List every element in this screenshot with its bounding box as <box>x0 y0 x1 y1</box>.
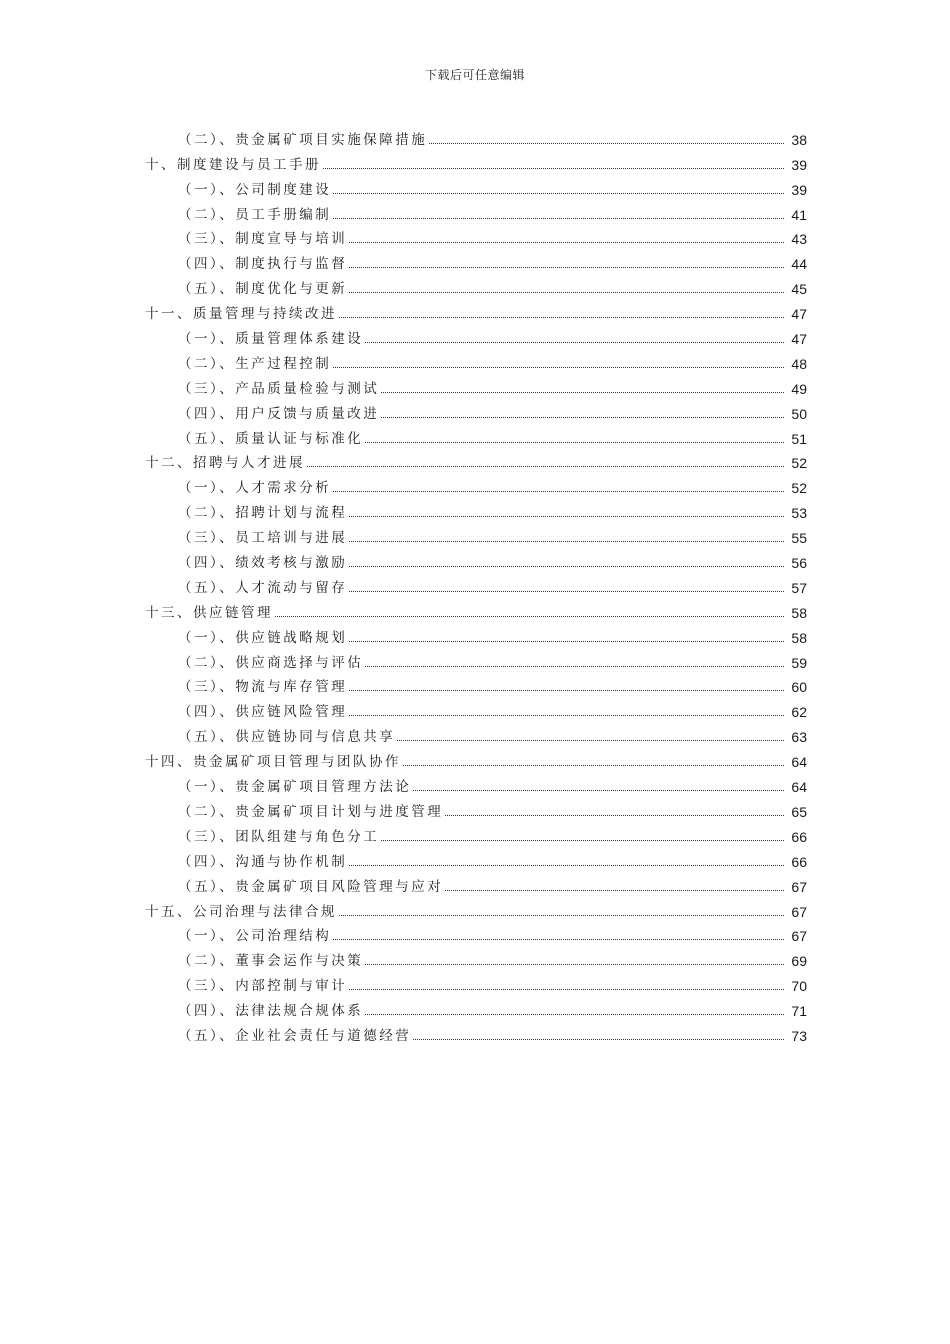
toc-page-number: 60 <box>791 679 807 696</box>
toc-entry-label: （三）、团队组建与角色分工 <box>178 828 380 845</box>
toc-entry-label: （三）、产品质量检验与测试 <box>178 380 380 397</box>
toc-entry-label: （二）、董事会运作与决策 <box>178 953 364 970</box>
toc-entry-label: （二）、贵金属矿项目计划与进度管理 <box>178 803 444 820</box>
toc-entry-label: （二）、供应商选择与评估 <box>178 654 364 671</box>
toc-entry-label: （三）、制度宣导与培训 <box>178 231 348 248</box>
toc-page-number: 65 <box>791 803 807 820</box>
toc-chapter-entry[interactable] <box>0 150 950 175</box>
toc-chapter-entry[interactable] <box>0 747 950 772</box>
toc-dot-leader <box>365 442 784 443</box>
toc-dot-leader <box>349 591 784 592</box>
toc-page-number: 44 <box>791 256 807 273</box>
toc-entry-label: （一）、人才需求分析 <box>178 480 332 497</box>
toc-dot-leader <box>349 292 784 293</box>
toc-entry-label: （一）、贵金属矿项目管理方法论 <box>178 779 412 796</box>
toc-section-entry[interactable] <box>0 175 950 200</box>
toc-entry-label: （二）、员工手册编制 <box>178 206 332 223</box>
toc-page-number: 64 <box>791 754 807 771</box>
toc-dot-leader <box>333 193 784 194</box>
toc-entry-label: （四）、绩效考核与激励 <box>178 555 348 572</box>
toc-entry-label: （一）、质量管理体系建设 <box>178 331 364 348</box>
toc-dot-leader <box>333 939 784 940</box>
toc-section-entry[interactable] <box>0 946 950 971</box>
toc-page-number: 66 <box>791 828 807 845</box>
toc-section-entry[interactable] <box>0 847 950 872</box>
toc-section-entry[interactable] <box>0 349 950 374</box>
toc-page-number: 63 <box>791 729 807 746</box>
toc-page-number: 67 <box>791 928 807 945</box>
toc-section-entry[interactable] <box>0 996 950 1021</box>
toc-section-entry[interactable] <box>0 125 950 150</box>
toc-dot-leader <box>365 666 784 667</box>
toc-page-number: 55 <box>791 530 807 547</box>
toc-dot-leader <box>397 740 784 741</box>
toc-chapter-entry[interactable] <box>0 598 950 623</box>
toc-dot-leader <box>365 964 784 965</box>
toc-dot-leader <box>307 466 784 467</box>
toc-dot-leader <box>333 367 784 368</box>
toc-page-number: 57 <box>791 579 807 596</box>
toc-entry-label: （五）、质量认证与标准化 <box>178 430 364 447</box>
toc-entry-label: 十一、质量管理与持续改进 <box>145 306 337 323</box>
toc-dot-leader <box>349 516 784 517</box>
toc-page-number: 59 <box>791 654 807 671</box>
toc-dot-leader <box>365 1014 784 1015</box>
toc-dot-leader <box>349 715 784 716</box>
toc-section-entry[interactable] <box>0 374 950 399</box>
toc-section-entry[interactable] <box>0 573 950 598</box>
toc-section-entry[interactable] <box>0 872 950 897</box>
toc-dot-leader <box>349 690 784 691</box>
toc-section-entry[interactable] <box>0 225 950 250</box>
toc-page-number: 49 <box>791 380 807 397</box>
toc-section-entry[interactable] <box>0 424 950 449</box>
toc-entry-label: 十四、贵金属矿项目管理与团队协作 <box>145 754 401 771</box>
toc-dot-leader <box>349 641 784 642</box>
toc-section-entry[interactable] <box>0 797 950 822</box>
toc-entry-label: （五）、供应链协同与信息共享 <box>178 729 396 746</box>
toc-dot-leader <box>349 566 784 567</box>
toc-page-number: 51 <box>791 430 807 447</box>
table-of-contents <box>0 125 950 1046</box>
toc-entry-label: （四）、沟通与协作机制 <box>178 853 348 870</box>
toc-dot-leader <box>413 790 784 791</box>
toc-dot-leader <box>365 342 784 343</box>
toc-entry-label: （五）、人才流动与留存 <box>178 579 348 596</box>
toc-section-entry[interactable] <box>0 772 950 797</box>
toc-dot-leader <box>381 417 784 418</box>
toc-page-number: 67 <box>791 903 807 920</box>
toc-entry-label: （四）、供应链风险管理 <box>178 704 348 721</box>
toc-section-entry[interactable] <box>0 922 950 947</box>
toc-chapter-entry[interactable] <box>0 897 950 922</box>
toc-page-number: 52 <box>791 455 807 472</box>
toc-dot-leader <box>349 865 784 866</box>
toc-dot-leader <box>445 890 784 891</box>
toc-chapter-entry[interactable] <box>0 449 950 474</box>
toc-entry-label: （三）、物流与库存管理 <box>178 679 348 696</box>
toc-page-number: 66 <box>791 853 807 870</box>
toc-entry-label: （三）、内部控制与审计 <box>178 978 348 995</box>
toc-section-entry[interactable] <box>0 523 950 548</box>
toc-section-entry[interactable] <box>0 399 950 424</box>
toc-section-entry[interactable] <box>0 274 950 299</box>
toc-dot-leader <box>333 491 784 492</box>
toc-entry-label: （四）、用户反馈与质量改进 <box>178 405 380 422</box>
toc-dot-leader <box>403 765 784 766</box>
toc-page-number: 39 <box>791 156 807 173</box>
toc-page-number: 58 <box>791 629 807 646</box>
toc-section-entry[interactable] <box>0 324 950 349</box>
toc-entry-label: （二）、贵金属矿项目实施保障措施 <box>178 131 428 148</box>
toc-entry-label: （二）、招聘计划与流程 <box>178 505 348 522</box>
toc-page-number: 41 <box>791 206 807 223</box>
page-header-note: 下载后可任意编辑 <box>424 68 525 82</box>
toc-entry-label: （一）、公司制度建设 <box>178 181 332 198</box>
toc-page-number: 39 <box>791 181 807 198</box>
toc-dot-leader <box>275 616 784 617</box>
toc-page-number: 50 <box>791 405 807 422</box>
toc-section-entry[interactable] <box>0 697 950 722</box>
toc-entry-label: 十二、招聘与人才进展 <box>145 455 305 472</box>
toc-dot-leader <box>413 1039 784 1040</box>
toc-page-number: 45 <box>791 281 807 298</box>
toc-page-number: 48 <box>791 355 807 372</box>
toc-dot-leader <box>333 218 784 219</box>
toc-dot-leader <box>429 143 784 144</box>
toc-page-number: 47 <box>791 331 807 348</box>
toc-entry-label: （五）、贵金属矿项目风险管理与应对 <box>178 878 444 895</box>
toc-section-entry[interactable] <box>0 623 950 648</box>
toc-page-number: 58 <box>791 604 807 621</box>
toc-section-entry[interactable] <box>0 498 950 523</box>
toc-entry-label: （三）、员工培训与进展 <box>178 530 348 547</box>
toc-entry-label: （二）、生产过程控制 <box>178 355 332 372</box>
toc-page-number: 64 <box>791 779 807 796</box>
toc-page-number: 52 <box>791 480 807 497</box>
toc-dot-leader <box>349 989 784 990</box>
toc-page-number: 47 <box>791 306 807 323</box>
toc-page-number: 70 <box>791 978 807 995</box>
toc-page-number: 38 <box>791 131 807 148</box>
toc-entry-label: （五）、企业社会责任与道德经营 <box>178 1027 412 1044</box>
toc-page-number: 62 <box>791 704 807 721</box>
toc-dot-leader <box>445 815 784 816</box>
toc-section-entry[interactable] <box>0 971 950 996</box>
toc-page-number: 71 <box>791 1003 807 1020</box>
toc-entry-label: （四）、法律法规合规体系 <box>178 1003 364 1020</box>
toc-section-entry[interactable] <box>0 249 950 274</box>
toc-section-entry[interactable] <box>0 1021 950 1046</box>
toc-page-number: 56 <box>791 555 807 572</box>
toc-chapter-entry[interactable] <box>0 299 950 324</box>
toc-section-entry[interactable] <box>0 673 950 698</box>
toc-section-entry[interactable] <box>0 648 950 673</box>
toc-dot-leader <box>349 541 784 542</box>
toc-entry-label: （一）、公司治理结构 <box>178 928 332 945</box>
toc-dot-leader <box>381 840 784 841</box>
toc-dot-leader <box>323 168 784 169</box>
toc-page-number: 73 <box>791 1027 807 1044</box>
toc-dot-leader <box>349 267 784 268</box>
toc-entry-label: （一）、供应链战略规划 <box>178 629 348 646</box>
toc-dot-leader <box>339 915 784 916</box>
toc-page-number: 43 <box>791 231 807 248</box>
toc-section-entry[interactable] <box>0 548 950 573</box>
toc-page-number: 67 <box>791 878 807 895</box>
toc-entry-label: 十五、公司治理与法律合规 <box>145 903 337 920</box>
toc-page-number: 69 <box>791 953 807 970</box>
toc-entry-label: 十、制度建设与员工手册 <box>145 156 321 173</box>
toc-section-entry[interactable] <box>0 473 950 498</box>
toc-section-entry[interactable] <box>0 822 950 847</box>
toc-entry-label: （五）、制度优化与更新 <box>178 281 348 298</box>
toc-section-entry[interactable] <box>0 200 950 225</box>
toc-entry-label: （四）、制度执行与监督 <box>178 256 348 273</box>
toc-dot-leader <box>349 242 784 243</box>
toc-dot-leader <box>381 392 784 393</box>
toc-section-entry[interactable] <box>0 722 950 747</box>
toc-dot-leader <box>339 317 784 318</box>
toc-page-number: 53 <box>791 505 807 522</box>
toc-entry-label: 十三、供应链管理 <box>145 604 273 621</box>
